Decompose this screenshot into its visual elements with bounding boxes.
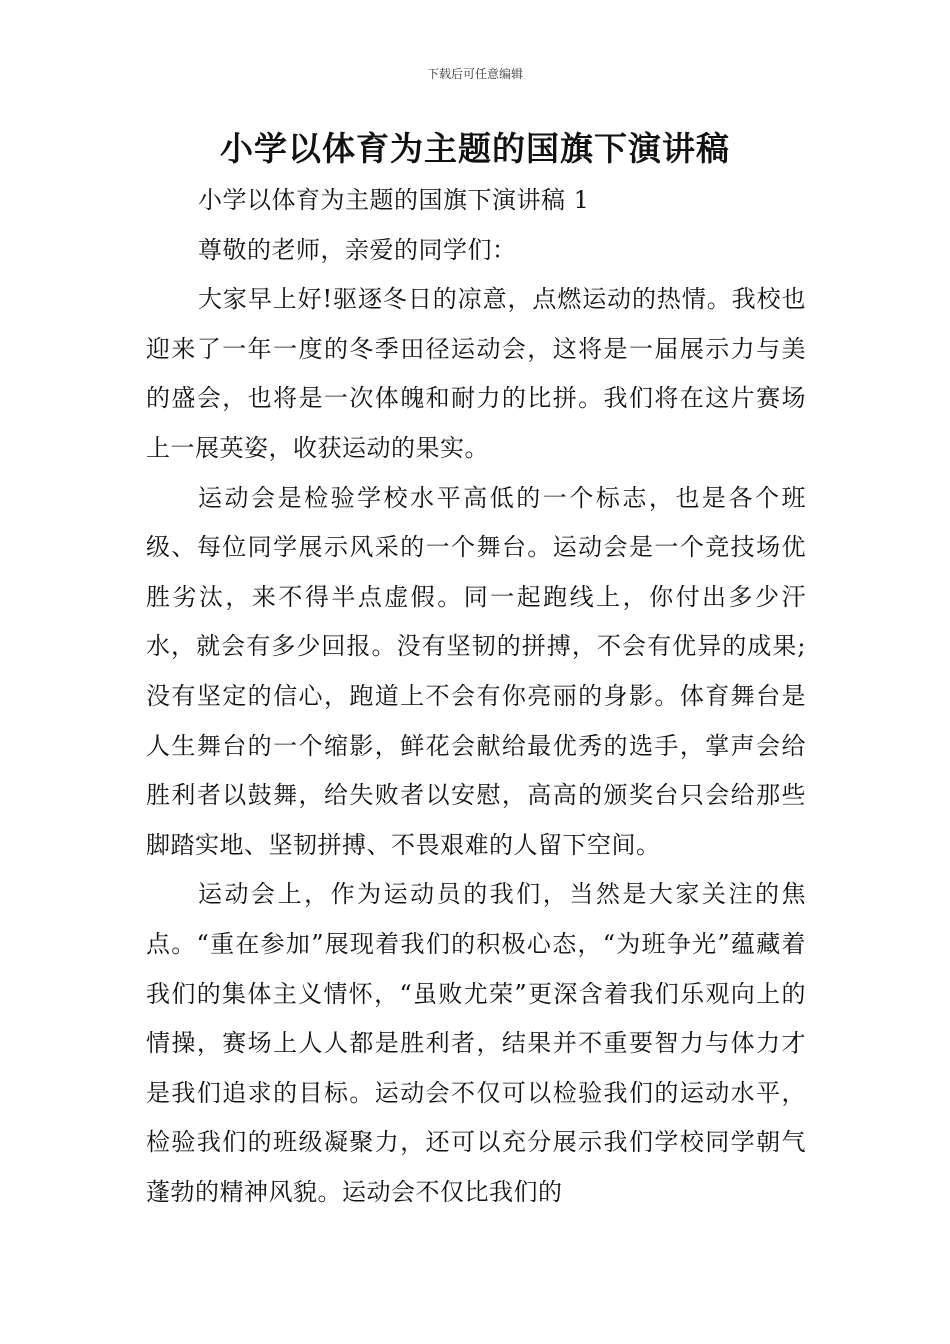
header-note: 下载后可任意编辑 xyxy=(426,67,523,81)
paragraph-greeting: 大家早上好!驱逐冬日的凉意，点燃运动的热情。我校也迎来了一年一度的冬季田径运动会，这将是一届展示力与美的盛会，也将是一次体魄和耐力的比拼。我们将在这片赛场上一展英姿，收获运动的果实。 xyxy=(146,285,806,462)
document-title: 小学以体育为主题的国旗下演讲稿 xyxy=(220,129,730,168)
paragraph-athletes: 运动会上，作为运动员的我们，当然是大家关注的焦点。“重在参加”展现着我们的积极心态，“为班争光”蕴藏着我们的集体主义情怀，“虽败尤荣”更深含着我们乐观向上的情操，赛场上人人都是胜利者，结果并不重要智力与体力才是我们追求的目标。运动会不仅可以检验我们的运动水平，检验我们的班级凝聚力，还可以充分展示我们学校同学朝气蓬勃的精神风貌。运动会不仅比我们的 xyxy=(146,880,806,1206)
paragraph-subtitle: 小学以体育为主题的国旗下演讲稿 1 xyxy=(198,186,590,214)
paragraph-sports-meet: 运动会是检验学校水平高低的一个标志，也是各个班级、每位同学展示风采的一个舞台。运动会是一个竞技场优胜劣汰，来不得半点虚假。同一起跑线上，你付出多少汗水，就会有多少回报。没有坚韧的拼搏，不会有优异的成果;没有坚定的信心，跑道上不会有你亮丽的身影。体育舞台是人生舞台的一个缩影，鲜花会献给最优秀的选手，掌声会给胜利者以鼓舞，给失败者以安慰，高高的颁奖台只会给那些脚踏实地、坚韧拼搏、不畏艰难的人留下空间。 xyxy=(146,483,806,859)
document-body xyxy=(146,176,806,1217)
paragraph-salutation: 尊敬的老师，亲爱的同学们： xyxy=(198,235,517,264)
